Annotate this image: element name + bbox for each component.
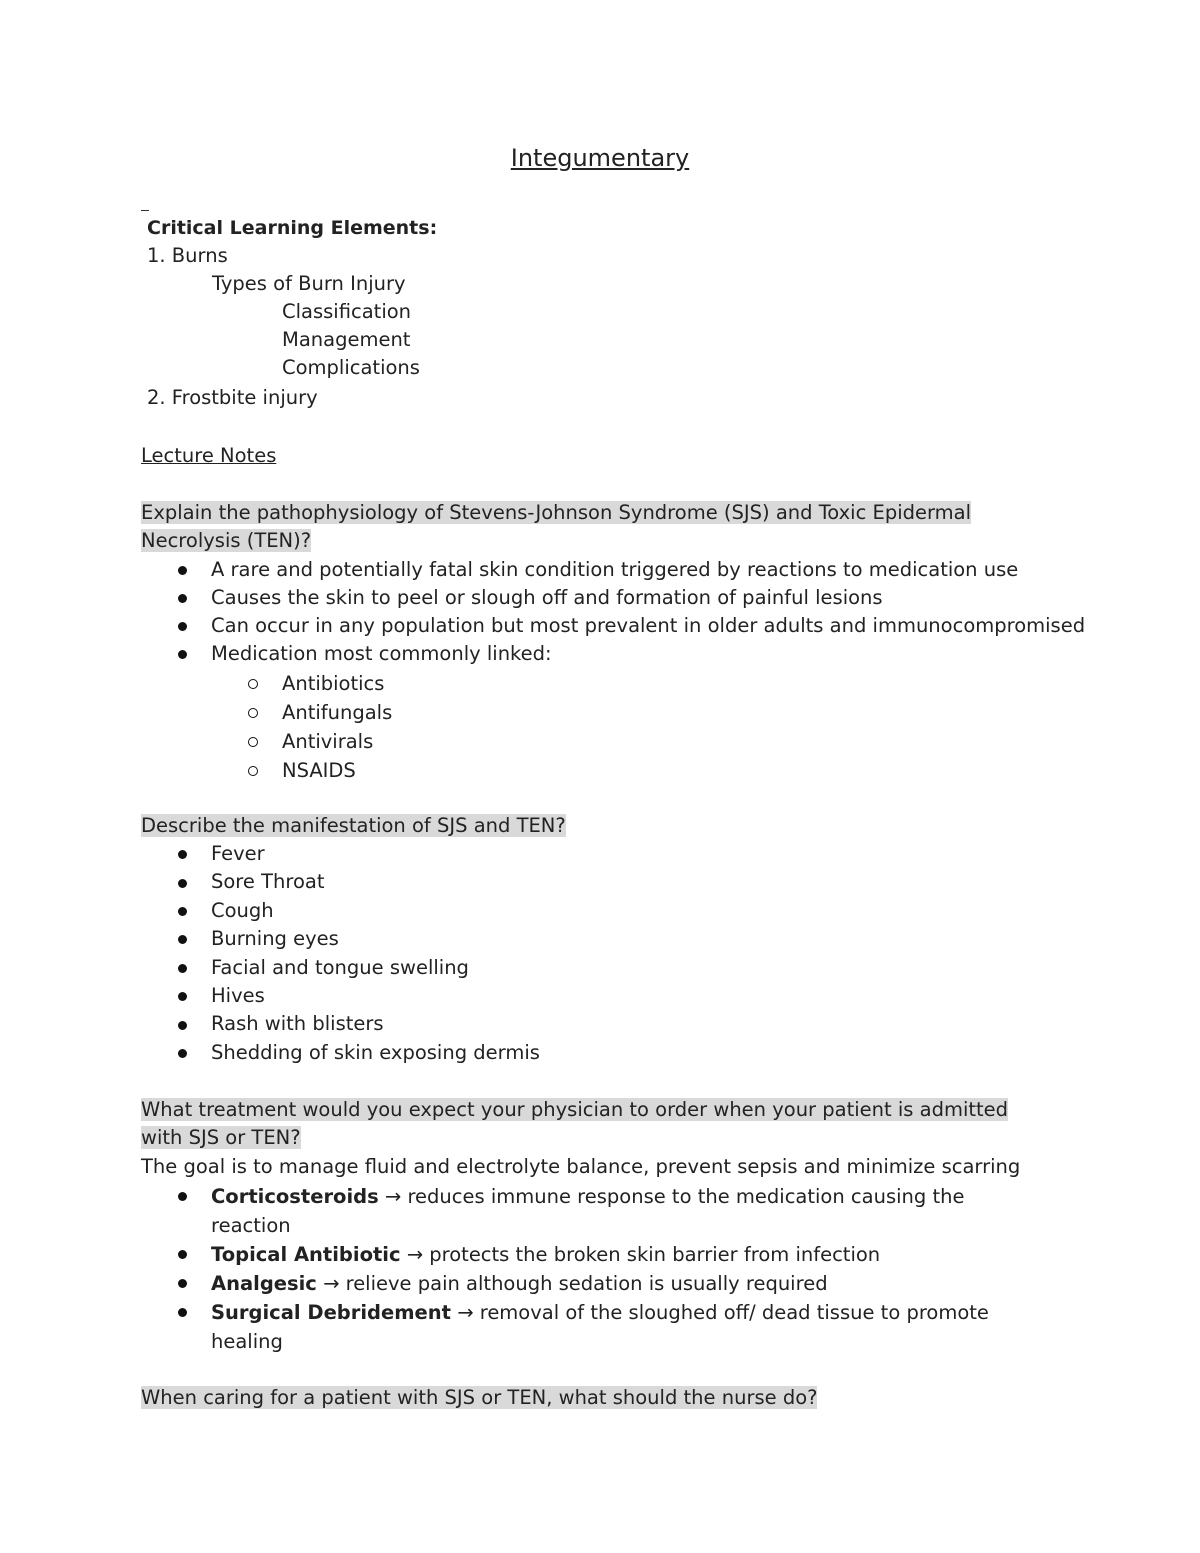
- bullet-icon: [178, 594, 187, 603]
- bullet-icon: [178, 1250, 187, 1259]
- question-pathophysiology: [141, 499, 981, 555]
- list-item: A rare and potentially fatal skin condition triggered by reactions to medication use: [0, 556, 1085, 584]
- list-item: Antivirals: [0, 727, 392, 756]
- list-item: Fever: [0, 840, 540, 868]
- medication-list: [0, 669, 392, 785]
- list-item: Corticosteroids → reduces immune response to the medication causing the reaction: [0, 1182, 1041, 1240]
- outline-sub-types: Types of Burn Injury: [212, 272, 406, 295]
- bullet-icon: [178, 566, 187, 575]
- question-text: Explain the pathophysiology of Stevens-Johnson Syndrome (SJS) and Toxic Epidermal Necrolysis (TEN)?: [141, 501, 972, 552]
- question-text: Describe the manifestation of SJS and TEN?: [141, 814, 566, 837]
- bullet-icon: [178, 650, 187, 659]
- outline-item-frostbite: 2. Frostbite injury: [147, 386, 318, 409]
- treatment-list: [0, 1182, 1041, 1356]
- question-nursing-care: [141, 1384, 817, 1412]
- critical-learning-heading: Critical Learning Elements:: [147, 217, 438, 239]
- bullet-icon: [178, 1192, 187, 1201]
- outline-child-management: Management: [282, 328, 411, 351]
- list-item: Surgical Debridement → removal of the sloughed off/ dead tissue to promote healing: [0, 1298, 1041, 1356]
- bullet-icon: [178, 964, 187, 973]
- bullet-icon: [178, 1021, 187, 1030]
- bullet-icon: [178, 879, 187, 888]
- list-item: Shedding of skin exposing dermis: [0, 1039, 540, 1067]
- list-item: Cough: [0, 897, 540, 925]
- manifestation-list: [0, 840, 540, 1067]
- list-item: Analgesic → relieve pain although sedation is usually required: [0, 1269, 1041, 1298]
- list-item: Antifungals: [0, 698, 392, 727]
- list-item: Hives: [0, 982, 540, 1010]
- list-item: Medication most commonly linked:: [0, 640, 1085, 668]
- bullet-icon: [178, 622, 187, 631]
- list-item: Rash with blisters: [0, 1010, 540, 1038]
- question-text: When caring for a patient with SJS or TEN, what should the nurse do?: [141, 1386, 818, 1409]
- list-item: Sore Throat: [0, 868, 540, 896]
- outline-child-classification: Classification: [282, 300, 412, 323]
- lecture-notes-heading: Lecture Notes: [141, 444, 277, 467]
- question-treatment: [141, 1096, 1031, 1152]
- bullet-icon: [178, 1049, 187, 1058]
- bullet-icon: [178, 907, 187, 916]
- question-manifestation: [141, 812, 566, 840]
- circle-bullet-icon: [248, 708, 258, 718]
- list-item: Burning eyes: [0, 925, 540, 953]
- bullet-icon: [178, 935, 187, 944]
- circle-bullet-icon: [248, 679, 258, 689]
- treatment-goal: The goal is to manage fluid and electrolyte balance, prevent sepsis and minimize scarring: [141, 1155, 1021, 1178]
- list-item: Antibiotics: [0, 669, 392, 698]
- list-item: Can occur in any population but most prevalent in older adults and immunocompromised: [0, 612, 1085, 640]
- stray-underscore: [141, 190, 149, 211]
- list-item: NSAIDS: [0, 756, 392, 785]
- circle-bullet-icon: [248, 737, 258, 747]
- list-item: Facial and tongue swelling: [0, 954, 540, 982]
- outline-child-complications: Complications: [282, 356, 420, 379]
- bullet-icon: [178, 850, 187, 859]
- bullet-icon: [178, 992, 187, 1001]
- circle-bullet-icon: [248, 766, 258, 776]
- bullet-icon: [178, 1308, 187, 1317]
- outline-item-burns: 1. Burns: [147, 244, 228, 267]
- bullet-icon: [178, 1279, 187, 1288]
- question-text: What treatment would you expect your physician to order when your patient is admitted with SJS or TEN?: [141, 1098, 1009, 1149]
- pathophysiology-list: [0, 556, 1085, 668]
- list-item: Causes the skin to peel or slough off and formation of painful lesions: [0, 584, 1085, 612]
- list-item: Topical Antibiotic → protects the broken skin barrier from infection: [0, 1240, 1041, 1269]
- page-title: Integumentary: [510, 144, 690, 172]
